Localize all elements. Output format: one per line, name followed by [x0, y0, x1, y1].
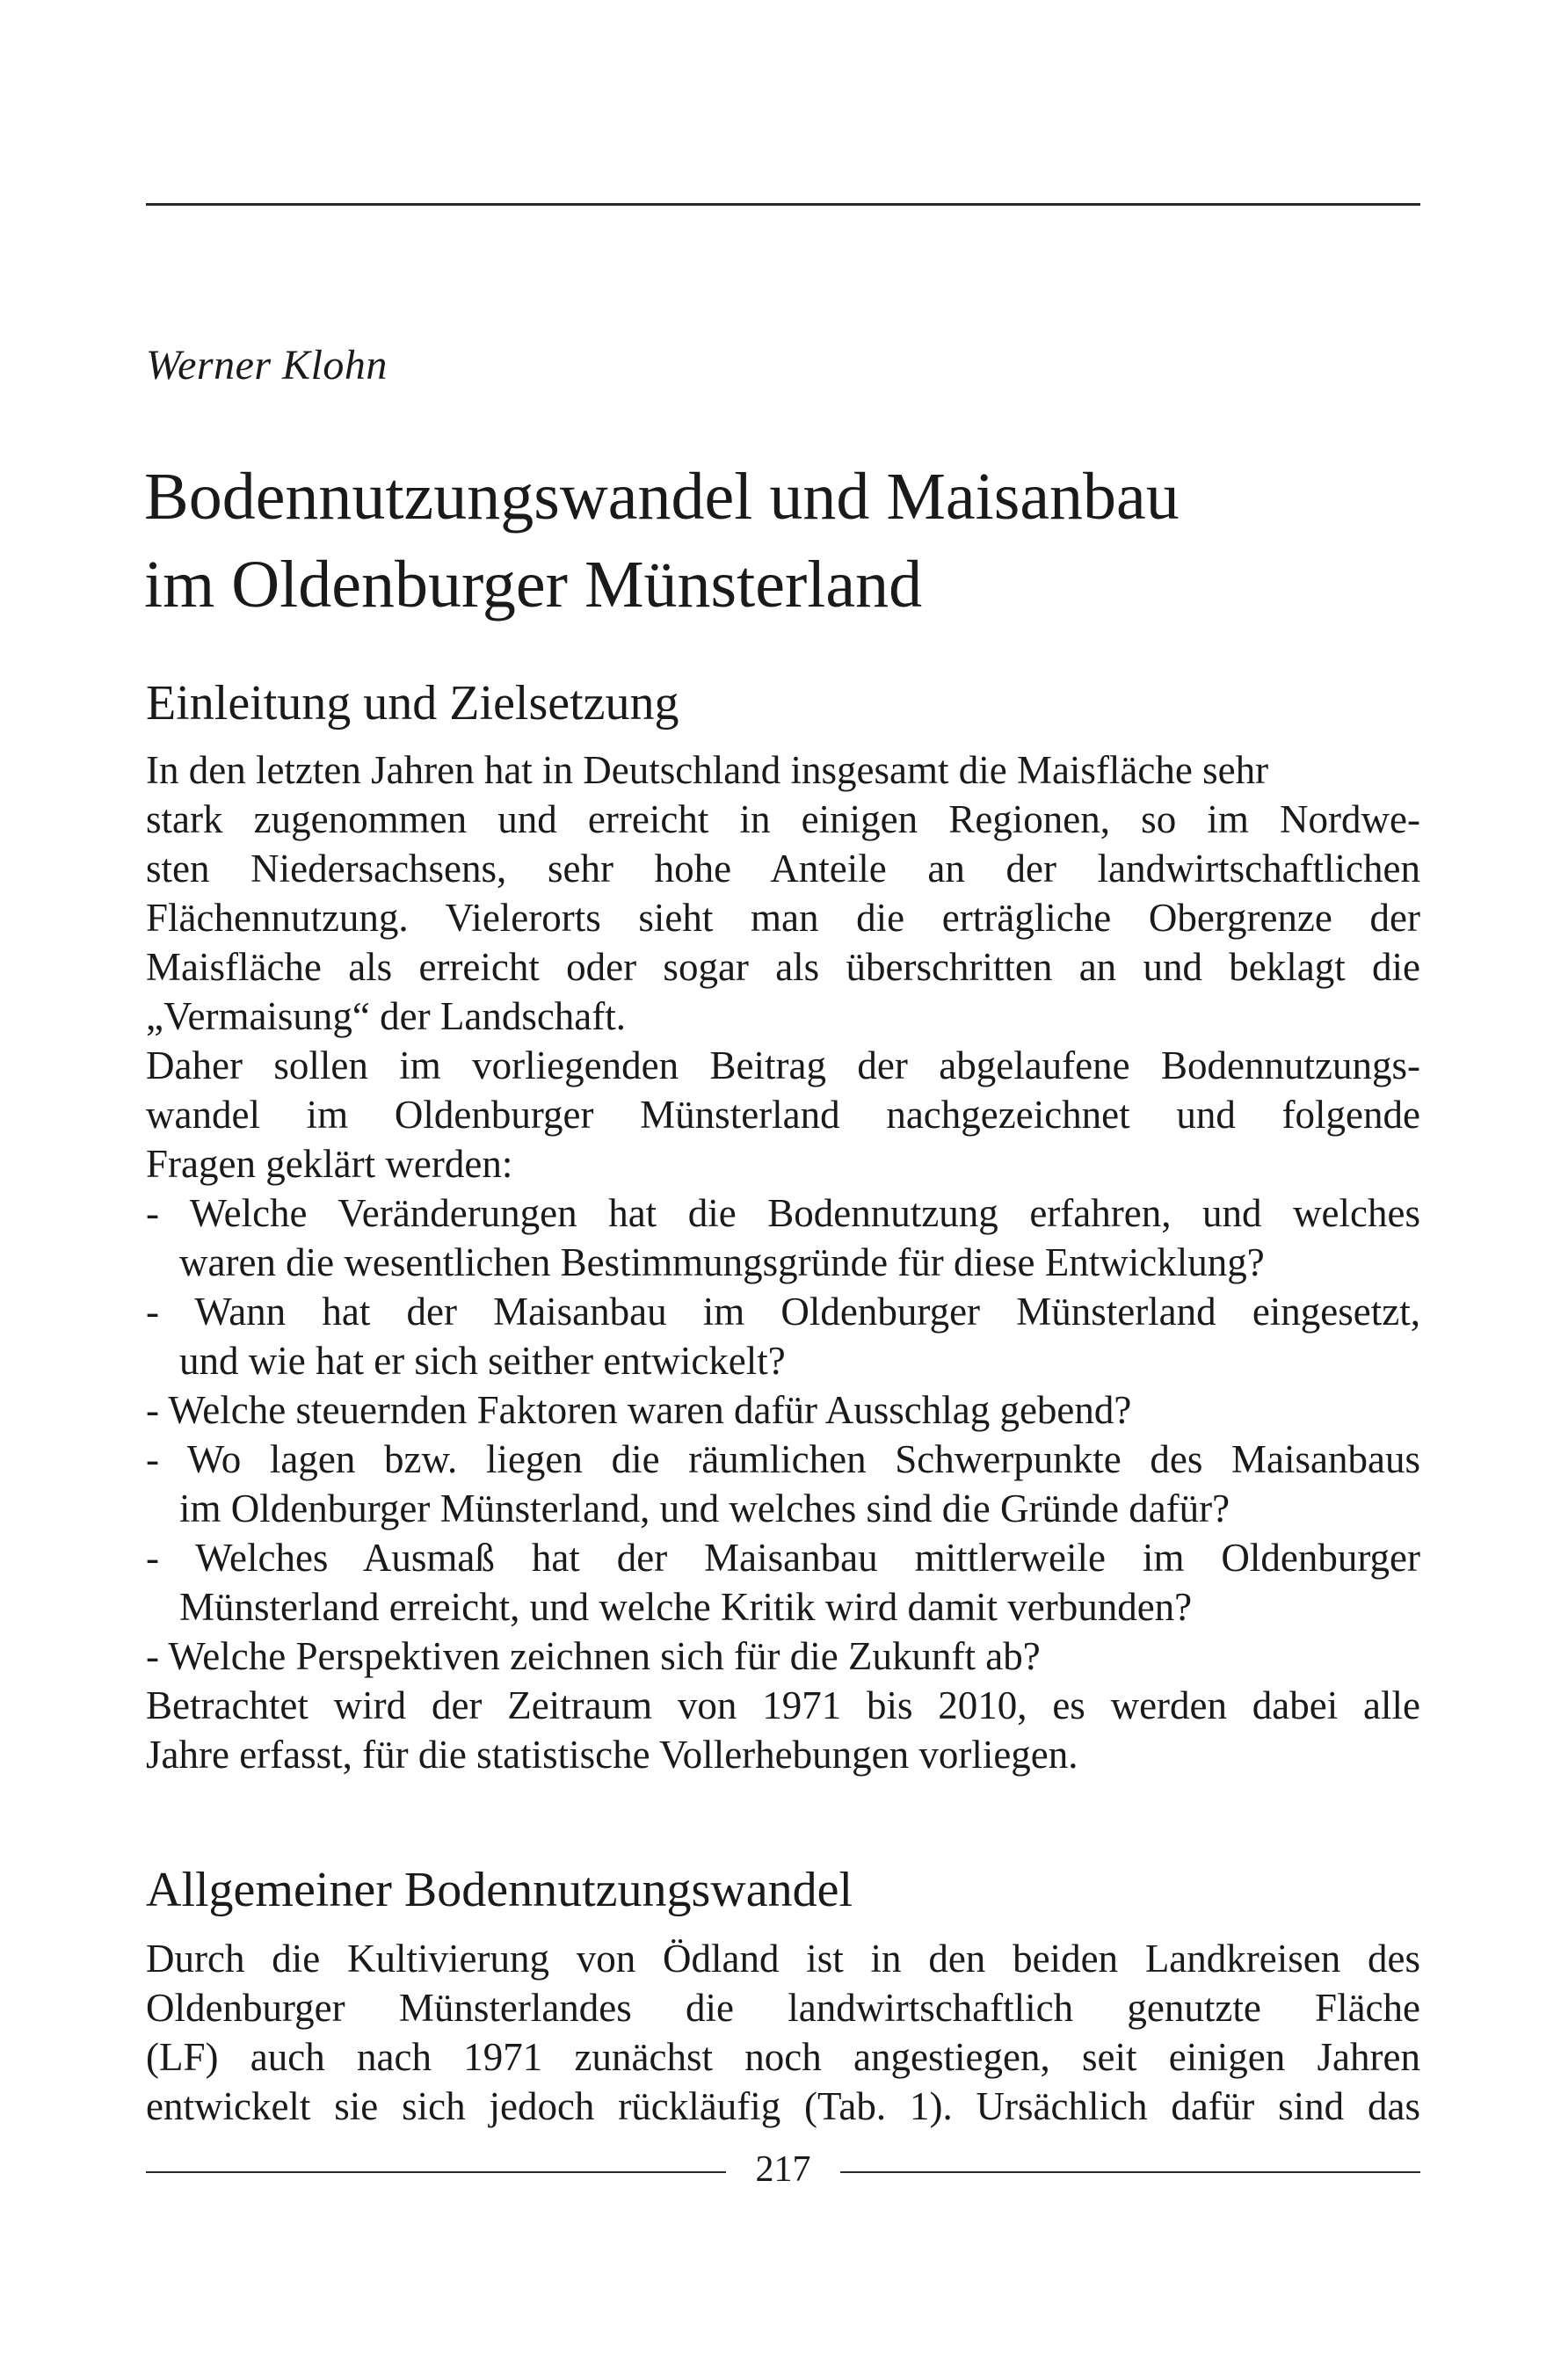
text-line: Daher sollen im vorliegenden Beitrag der abgelaufene Bodennutzungs- [146, 1043, 1420, 1087]
text-line: (LF) auch nach 1971 zunächst noch angestiegen, seit einigen Jahren [146, 2035, 1420, 2079]
title-line: im Oldenburger Münsterland [144, 548, 923, 622]
section-heading-bodennutzung: Allgemeiner Bodennutzungswandel [146, 1863, 853, 1917]
list-item-line: - Wo lagen bzw. liegen die räumlichen Schwerpunkte des Maisanbaus [146, 1437, 1420, 1481]
text-line: wandel im Oldenburger Münsterland nachgezeichnet und folgende [146, 1093, 1420, 1137]
article-title [144, 453, 1427, 629]
list-item-continuation: und wie hat er sich seither entwickelt? [179, 1339, 786, 1383]
section-heading-intro: Einleitung und Zielsetzung [146, 676, 679, 731]
text-line: Betrachtet wird der Zeitraum von 1971 bis 2010, es werden dabei alle [146, 1683, 1420, 1727]
text-line: Jahre erfasst, für die statistische Vollerhebungen vorliegen. [146, 1733, 1078, 1777]
footer-rule-right [840, 2171, 1420, 2173]
section-body-intro [146, 745, 1420, 1779]
section-body-bodennutzung [146, 1934, 1420, 2131]
text-line: Maisfläche als erreicht oder sogar als überschritten an und beklagt die [146, 945, 1420, 989]
text-line: Flächennutzung. Vielerorts sieht man die erträgliche Obergrenze der [146, 896, 1420, 940]
list-item-line: - Welche Perspektiven zeichnen sich für die Zukunft ab? [146, 1634, 1041, 1678]
list-item-line: - Wann hat der Maisanbau im Oldenburger Münsterland eingesetzt, [146, 1290, 1420, 1334]
list-item-line: - Welche steuernden Faktoren waren dafür Ausschlag gebend? [146, 1388, 1132, 1432]
title-line: Bodennutzungswandel und Maisanbau [144, 460, 1180, 534]
text-line: entwickelt sie sich jedoch rückläufig (Tab. 1). Ursächlich dafür sind das [146, 2084, 1420, 2128]
text-line: Oldenburger Münsterlandes die landwirtschaftlich genutzte Fläche [146, 1986, 1420, 2030]
text-line: Fragen geklärt werden: [146, 1142, 513, 1186]
page-footer [146, 2143, 1420, 2196]
list-item-continuation: im Oldenburger Münsterland, und welches sind die Gründe dafür? [179, 1487, 1230, 1530]
text-line: sten Niedersachsens, sehr hohe Anteile an der landwirtschaftlichen [146, 847, 1420, 890]
text-line: Durch die Kultivierung von Ödland ist in den beiden Landkreisen des [146, 1937, 1420, 1981]
text-line: stark zugenommen und erreicht in einigen Regionen, so im Nordwe- [146, 797, 1420, 841]
top-rule [146, 203, 1420, 206]
text-line: „Vermaisung“ der Landschaft. [146, 994, 627, 1038]
page-number: 217 [755, 2149, 811, 2190]
text-line: In den letzten Jahren hat in Deutschland insgesamt die Maisfläche sehr [146, 748, 1269, 792]
list-item-continuation: waren die wesentlichen Bestimmungsgründe für diese Entwicklung? [179, 1240, 1265, 1284]
list-item-line: - Welches Ausmaß hat der Maisanbau mittlerweile im Oldenburger [146, 1536, 1420, 1580]
list-item-continuation: Münsterland erreicht, und welche Kritik wird damit verbunden? [179, 1585, 1193, 1629]
list-item-line: - Welche Veränderungen hat die Bodennutzung erfahren, und welches [146, 1191, 1420, 1235]
author-name: Werner Klohn [146, 342, 388, 389]
